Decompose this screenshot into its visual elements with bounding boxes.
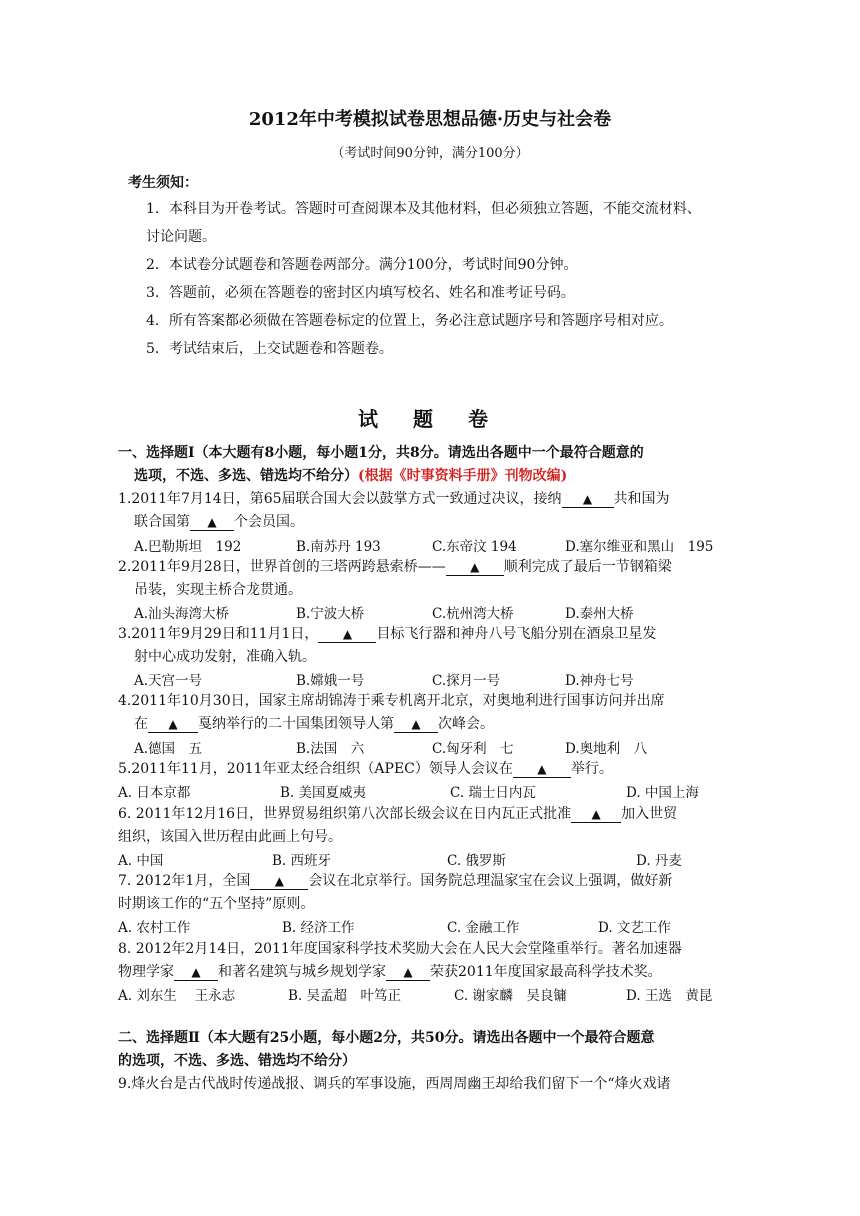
question-3-line-1 — [118, 623, 656, 643]
triangle-icon: ▲ — [411, 717, 421, 731]
answer-blank — [386, 964, 430, 981]
option-b: B. 经济工作 — [282, 920, 355, 936]
q7-text-b: 会议在北京举行。国务院总理温家宝在会议上强调，做好新 — [308, 873, 673, 889]
question-2-line-2: 吊装，实现主桥合龙贯通。 — [134, 582, 302, 598]
question-3-line-2: 射中心成功发射，准确入轨。 — [134, 649, 316, 665]
q8-text-a: 物理学家 — [118, 964, 174, 980]
answer-blank — [446, 559, 504, 576]
triangle-icon: ▲ — [591, 807, 601, 821]
triangle-icon: ▲ — [403, 965, 413, 979]
notice-item: 1．本科目为开卷考试。答题时可查阅课本及其他材料，但必须独立答题，不能交流材料、 — [146, 201, 701, 217]
answer-blank — [562, 491, 614, 508]
q6-text-b: 加入世贸 — [621, 806, 678, 822]
notice-item: 5．考试结束后，上交试题卷和答题卷。 — [146, 341, 393, 357]
question-2-line-1 — [118, 556, 672, 576]
option-a: A. 农村工作 — [118, 920, 191, 936]
triangle-icon: ▲ — [582, 492, 593, 506]
answer-blank — [174, 964, 218, 981]
answer-blank — [190, 514, 234, 531]
question-7-line-2: 时期该工作的“五个坚持”原则。 — [118, 896, 315, 912]
option-b: B. 美国夏威夷 — [280, 785, 367, 801]
section1-heading: 一、选择题Ⅰ（本大题有8小题，每小题1分，共8分。请选出各题中一个最符合题意的 — [118, 445, 644, 461]
question-6-line-1 — [118, 803, 677, 823]
q1-text-b: 共和国为 — [613, 491, 670, 507]
option-c: C. 瑞士日内瓦 — [450, 785, 536, 801]
option-c: C.杭州湾大桥 — [432, 606, 514, 622]
notice-item: 讨论问题。 — [146, 229, 216, 245]
source-note: (根据《时事资料手册》刊物改编) — [358, 468, 568, 484]
option-a: A. 日本京都 — [118, 785, 191, 801]
page-title: 2012年中考模拟试卷思想品德·历史与社会卷 — [248, 109, 612, 130]
section-title: 试 题 卷 — [358, 407, 502, 431]
question-7-line-1 — [118, 870, 672, 890]
question-8-line-2 — [118, 961, 662, 981]
answer-blank — [513, 761, 571, 778]
option-a: A.德国 五 — [134, 741, 203, 757]
question-5-line-1 — [118, 758, 613, 778]
option-c: C.东帝汶 194 — [432, 539, 517, 555]
option-b: B.法国 六 — [296, 741, 365, 757]
triangle-icon: ▲ — [191, 965, 201, 979]
option-c: C. 俄罗斯 — [447, 853, 506, 869]
exam-subtitle: （考试时间90分钟，满分100分） — [331, 146, 529, 161]
answer-blank — [318, 626, 376, 643]
question-8-line-1: 8. 2012年2月14日，2011年度国家科学技术奖励大会在人民大会堂隆重举行。著名加速器 — [118, 941, 682, 957]
option-a: A.汕头海湾大桥 — [134, 606, 230, 622]
triangle-icon: ▲ — [342, 627, 353, 641]
option-d: D.泰州大桥 — [565, 606, 634, 622]
option-c: C. 金融工作 — [447, 920, 520, 936]
option-d: D.奥地利 八 — [565, 741, 648, 757]
question-4-line-1: 4.2011年10月30日，国家主席胡锦涛于乘专机离开北京，对奥地利进行国事访问并出席 — [118, 693, 665, 709]
option-d: D. 王选 黄昆 — [626, 988, 713, 1004]
option-b: B.南苏丹 193 — [296, 539, 381, 555]
section2-heading: 二、选择题Ⅱ（本大题有25小题，每小题2分，共50分。请选出各题中一个最符合题意 — [118, 1030, 655, 1046]
section1-heading-line2: 选项，不选、多选、错选均不给分） — [134, 468, 358, 484]
q1-text-c: 联合国第 — [134, 514, 190, 530]
triangle-icon: ▲ — [168, 717, 178, 731]
question-1-line-2 — [134, 511, 304, 531]
section1-heading-cont — [134, 465, 567, 485]
triangle-icon: ▲ — [274, 874, 284, 888]
q5-text-a: 5.2011年11月，2011年亚太经合组织（APEC）领导人会议在 — [118, 761, 513, 777]
option-c: C.匈牙利 七 — [432, 741, 514, 757]
q5-text-b: 举行。 — [570, 761, 613, 777]
option-c: C. 谢家麟 吴良镛 — [454, 988, 567, 1004]
q8-text-c: 荣获2011年度国家最高科学技术奖。 — [430, 964, 662, 980]
q4-text-b: 戛纳举行的二十国集团领导人第 — [198, 716, 394, 732]
question-9-line-1: 9.烽火台是古代战时传递战报、调兵的军事设施，西周周幽王却给我们留下一个“烽火戏诸 — [118, 1076, 671, 1092]
option-c: C.探月一号 — [432, 673, 501, 689]
triangle-icon: ▲ — [470, 560, 480, 574]
q7-text-a: 7. 2012年1月，全国 — [118, 873, 251, 889]
option-a: A.巴勒斯坦 192 — [134, 539, 242, 555]
answer-blank — [571, 806, 621, 823]
triangle-icon: ▲ — [537, 762, 547, 776]
option-a: A. 中国 — [118, 853, 164, 869]
triangle-icon: ▲ — [207, 515, 217, 529]
q1-text-a: 1.2011年7月14日，第65届联合国大会以鼓掌方式一致通过决议，接纳 — [118, 491, 562, 507]
q4-text-a: 在 — [134, 716, 148, 732]
notice-item: 3．答题前，必须在答题卷的密封区内填写校名、姓名和准考证号码。 — [146, 285, 575, 301]
question-6-line-2: 组织，该国入世历程由此画上句号。 — [118, 829, 342, 845]
option-d: D. 文艺工作 — [598, 920, 671, 936]
answer-blank — [250, 873, 308, 890]
notice-heading: 考生须知： — [128, 175, 198, 191]
notice-item: 2．本试卷分试题卷和答题卷两部分。满分100分，考试时间90分钟。 — [146, 257, 578, 273]
q3-text-a: 3.2011年9月29日和11月1日， — [118, 626, 319, 642]
answer-blank — [148, 716, 198, 733]
question-1-line-1 — [118, 488, 670, 508]
question-4-line-2 — [134, 713, 494, 733]
option-b: B. 西班牙 — [272, 853, 332, 869]
option-b: B.嫦娥一号 — [296, 673, 365, 689]
option-a: A. 刘东生 王永志 — [118, 988, 236, 1004]
option-d: D.神舟七号 — [565, 673, 634, 689]
q1-text-d: 个会员国。 — [234, 514, 304, 530]
q4-text-c: 次峰会。 — [438, 716, 494, 732]
q2-text-a: 2.2011年9月28日，世界首创的三塔两跨悬索桥—— — [118, 559, 446, 575]
answer-blank — [394, 716, 438, 733]
option-a: A.天宫一号 — [134, 673, 203, 689]
notice-item: 4．所有答案都必须做在答题卷标定的位置上，务必注意试题序号和答题序号相对应。 — [146, 313, 673, 329]
q8-text-b: 和著名建筑与城乡规划学家 — [218, 964, 386, 980]
option-b: B.宁波大桥 — [296, 606, 365, 622]
option-d: D.塞尔维亚和黑山 195 — [565, 539, 714, 555]
option-d: D. 丹麦 — [636, 853, 682, 869]
q2-text-b: 顺利完成了最后一节钢箱梁 — [503, 559, 672, 575]
option-d: D. 中国上海 — [626, 785, 699, 801]
option-b: B. 吴孟超 叶笃正 — [288, 988, 402, 1004]
q6-text-a: 6. 2011年12月16日，世界贸易组织第八次部长级会议在日内瓦正式批准 — [118, 806, 572, 822]
q3-text-b: 目标飞行器和神舟八号飞船分别在酒泉卫星发 — [376, 626, 657, 642]
section2-heading-cont: 的选项，不选、多选、错选均不给分） — [118, 1053, 356, 1069]
